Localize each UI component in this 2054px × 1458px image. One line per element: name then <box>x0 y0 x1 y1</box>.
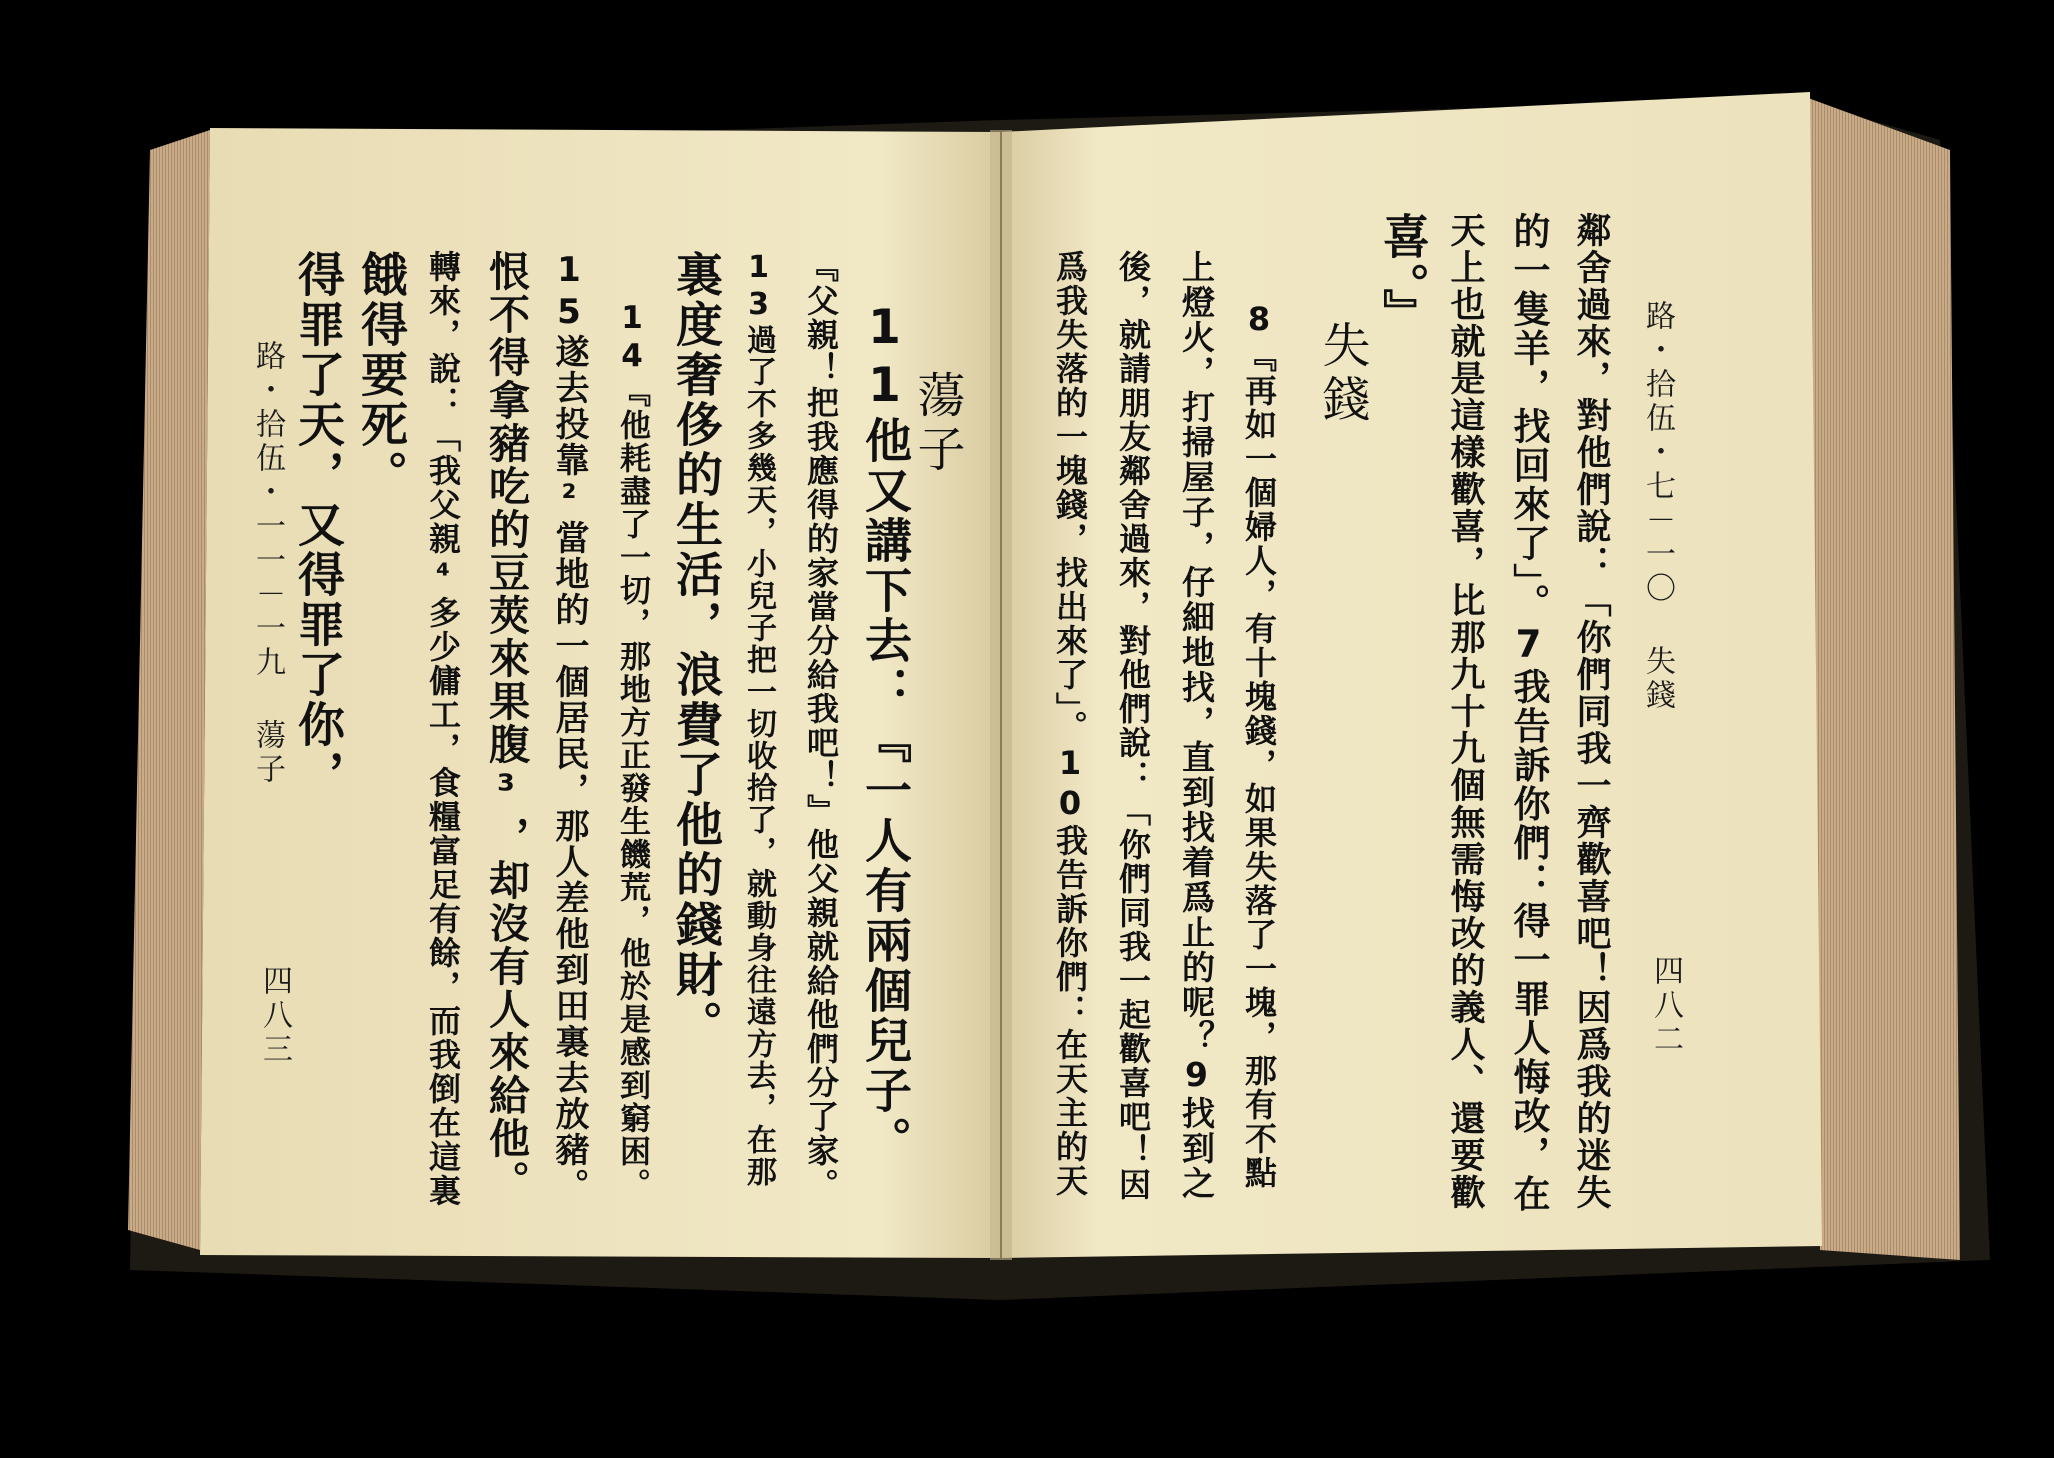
right-page-number: 四八二 <box>1648 955 1683 1057</box>
left-text-column: 『父親！把我應得的家當分給我吧！』他父親就給他們分了家。 <box>802 250 840 1202</box>
left-text-column: 恨不得拿豬吃的豆莢來果腹³，却沒有人來給他。 <box>482 250 530 1203</box>
right-text-column: 8『再如一個婦人，有十塊錢，如果失落了一塊，那有不點 <box>1240 300 1278 1190</box>
left-text-column: 得罪了天，又得罪了你， <box>290 250 345 800</box>
right-text-column: 爲我失落的一塊錢，找出來了」。10我告訴你們：在天主的天 <box>1051 250 1089 1198</box>
left-text-column: 11他又講下去：『一人有兩個兒子。 <box>857 300 912 1166</box>
right-text-column: 的一隻羊，找回來了」。7我告訴你們：得一罪人悔改，在 <box>1507 212 1550 1214</box>
left-page-number: 四八三 <box>257 965 292 1067</box>
left-text-column: 餓得要死。 <box>353 250 408 500</box>
left-section-title: 蕩子 <box>909 370 965 478</box>
left-text-column: 15遂去投靠²當地的一個居民，那人差他到田裏去放豬。 <box>549 250 589 1204</box>
right-section-title: 失錢 <box>1314 320 1370 428</box>
right-text-column: 天上也就是這樣歡喜，比那九十九個無需悔改的義人、還要歡 <box>1445 212 1485 1211</box>
left-running-head: 路・拾伍・一一－一九 蕩子 <box>250 340 285 787</box>
left-text-column: 14『他耗盡了一切，那地方正發生饑荒，他於是感到窮困。 <box>614 300 650 1201</box>
right-text-column: 喜。』 <box>1375 212 1430 339</box>
right-text-column: 鄰舍過來，對他們說：「你們同我一齊歡喜吧！因爲我的迷失 <box>1571 212 1611 1211</box>
left-text-column: 裏度奢侈的生活，浪費了他的錢財。 <box>668 250 723 1050</box>
right-text-column: 上燈火，打掃屋子，仔細地找，直到找着爲止的呢？9找到之 <box>1177 250 1216 1201</box>
right-text-column: 後，就請朋友鄰舍過來，對他們說：「你們同我一起歡喜吧！因 <box>1114 250 1152 1202</box>
left-text-column: 轉來，說：「我父親⁴多少傭工，食糧富足有餘，而我倒在這裏 <box>424 250 462 1208</box>
right-running-head: 路・拾伍・七－一〇 失錢 <box>1640 300 1675 713</box>
left-text-column: 13過了不多幾天，小兒子把一切收拾了，就動身往遠方去，在那 <box>741 250 776 1188</box>
